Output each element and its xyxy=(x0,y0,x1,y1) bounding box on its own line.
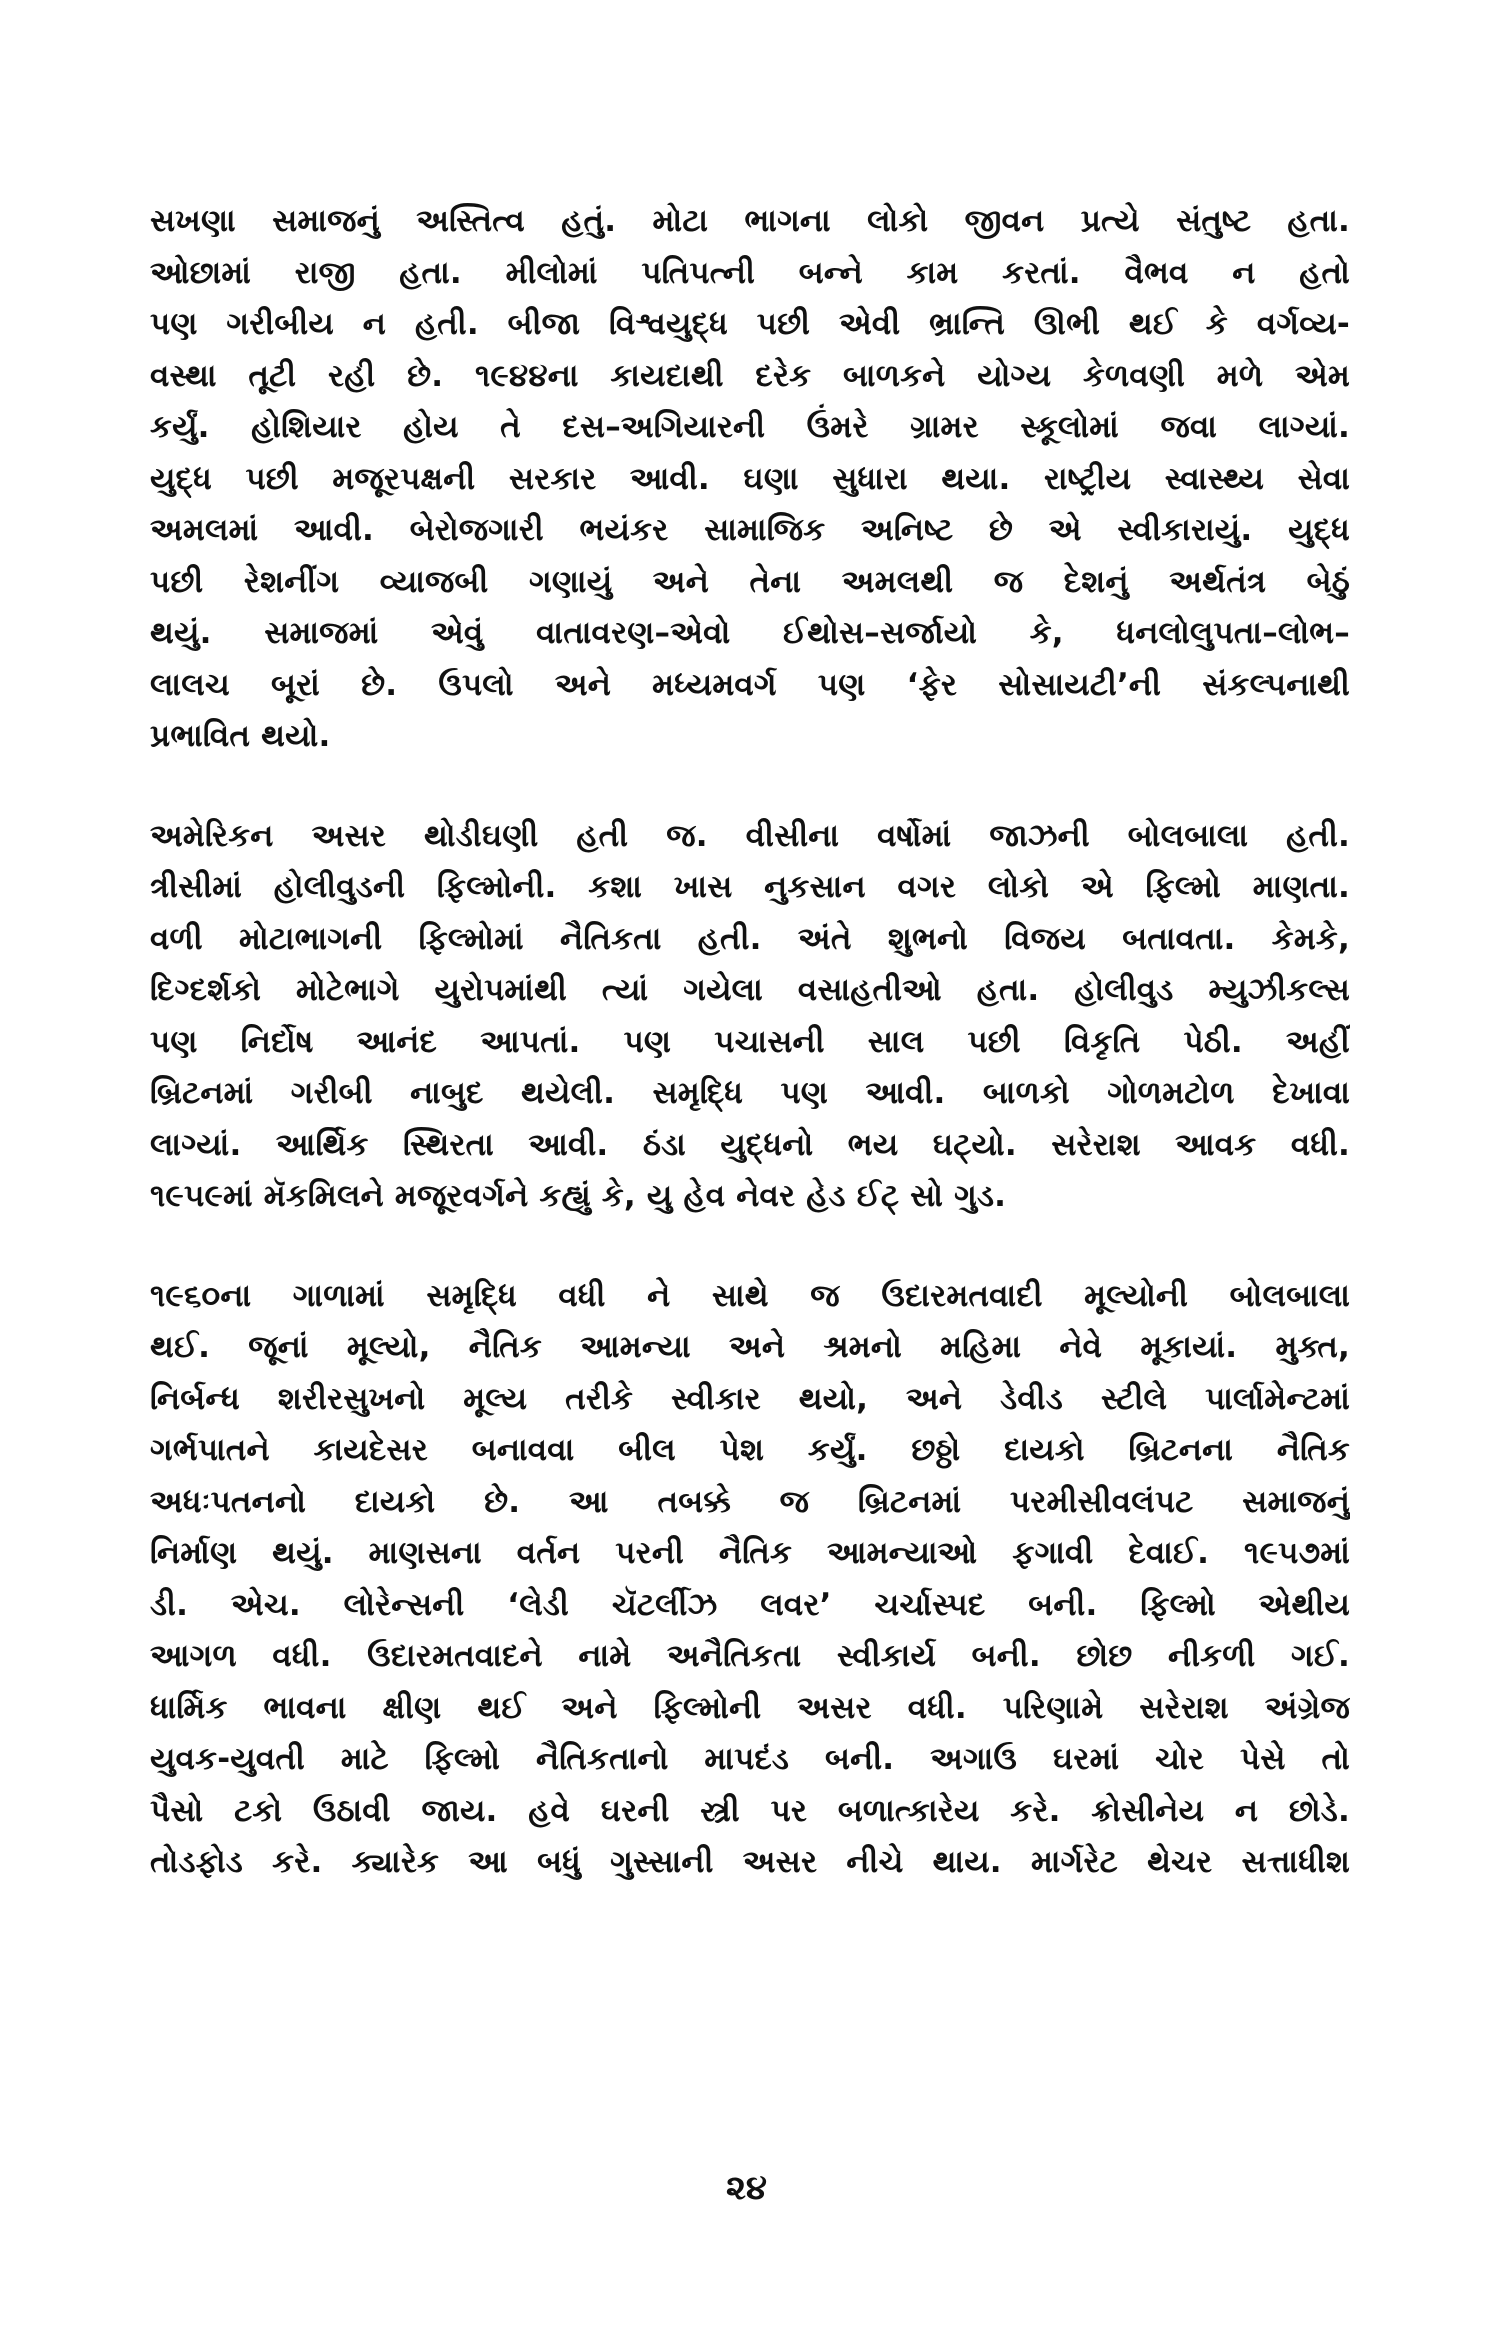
text-line: પણ ગરીબીય ન હતી. બીજા વિશ્વયુદ્ધ પછી એવી ભ્રાન્તિ ઊભી થઈ કે વર્ગવ્ય- xyxy=(150,306,1350,342)
text-line: તોડફોડ કરે. ક્યારેક આ બધું ગુસ્સાની અસર નીચે થાય. માર્ગરેટ થેચર સત્તાધીશ xyxy=(150,1844,1350,1880)
text-line: થયું. સમાજમાં એવું વાતાવરણ–એવો ઈથોસ–સર્જાયો કે, ધનલોલુપતા–લોભ– xyxy=(150,615,1350,651)
text-line: બ્રિટનમાં ગરીબી નાબુદ થયેલી. સમૃદ્ધિ પણ આવી. બાળકો ગોળમટોળ દેખાવા xyxy=(150,1075,1350,1111)
paragraph-1 xyxy=(150,196,1350,763)
text-line: લાગ્યાં. આર્થિક સ્થિરતા આવી. ઠંડા યુદ્ધનો ભય ઘટ્યો. સરેરાશ આવક વધી. xyxy=(150,1126,1350,1163)
text-line: દિગ્દર્શકો મોટેભાગે યુરોપમાંથી ત્યાં ગયેલા વસાહતીઓ હતા. હોલીવુડ મ્યુઝીકલ્સ xyxy=(150,972,1350,1008)
text-line: ત્રીસીમાં હોલીવુડની ફિલ્મોની. કશા ખાસ નુકસાન વગર લોકો એ ફિલ્મો માણતા. xyxy=(150,869,1350,905)
text-line: પૈસો ટકો ઉઠાવી જાય. હવે ઘરની સ્ત્રી પર બળાત્કારેય કરે. ક્રોસીનેય ન છોડે. xyxy=(150,1792,1350,1829)
text-line: પણ નિર્દોષ આનંદ આપતાં. પણ પચાસની સાલ પછી વિકૃતિ પેઠી. અહીં xyxy=(150,1023,1350,1060)
paragraph-3 xyxy=(150,1271,1350,1889)
text-line: યુવક-યુવતી માટે ફિલ્મો નૈતિકતાનો માપદંડ બની. અગાઉ ઘરમાં ચોર પેસે તો xyxy=(150,1741,1350,1777)
text-line: લાલચ બૂરાં છે. ઉપલો અને મધ્યમવર્ગ પણ ‘ફેર સોસાયટી’ની સંકલ્પનાથી xyxy=(150,666,1350,703)
text-line: ૧૯૫૯માં મૅકમિલને મજૂરવર્ગને કહ્યું કે, યુ હેવ નેવર હેડ ઈટ્ સો ગુડ. xyxy=(150,1178,1007,1214)
text-line: ૧૯૬૦ના ગાળામાં સમૃદ્ધિ વધી ને સાથે જ ઉદારમતવાદી મૂલ્યોની બોલબાલા xyxy=(150,1277,1350,1314)
text-line: નિર્માણ થયું. માણસના વર્તન પરની નૈતિક આમન્યાઓ ફગાવી દેવાઈ. ૧૯૫૭માં xyxy=(150,1535,1350,1571)
text-line: ઓછામાં રાજી હતા. મીલોમાં પતિપત્ની બન્ને કામ કરતાં. વૈભવ ન હતો xyxy=(150,254,1350,291)
text-line: ધાર્મિક ભાવના ક્ષીણ થઈ અને ફિલ્મોની અસર વધી. પરિણામે સરેરાશ અંગ્રેજ xyxy=(150,1689,1350,1726)
text-line: પ્રભાવિત થયો. xyxy=(150,718,331,754)
text-line: વસ્થા તૂટી રહી છે. ૧૯૪૪ના કાયદાથી દરેક બાળકને યોગ્ય કેળવણી મળે એમ xyxy=(150,357,1350,394)
text-line: થઈ. જૂનાં મૂલ્યો, નૈતિક આમન્યા અને શ્રમનો મહિમા નેવે મૂકાયાં. મુક્ત, xyxy=(150,1329,1350,1365)
text-line: કર્યું. હોશિયાર હોય તે દસ–અગિયારની ઉંમરે ગ્રામર સ્કૂલોમાં જવા લાગ્યાં. xyxy=(150,409,1350,445)
text-line: ગર્ભપાતને કાયદેસર બનાવવા બીલ પેશ કર્યું. છઠ્ઠો દાયકો બ્રિટનના નૈતિક xyxy=(150,1432,1350,1468)
text-line: અમલમાં આવી. બેરોજગારી ભયંકર સામાજિક અનિષ્ટ છે એ સ્વીકારાયું. યુદ્ધ xyxy=(150,512,1350,548)
page-number: ૨૪ xyxy=(725,2168,768,2208)
text-line: યુદ્ધ પછી મજૂરપક્ષની સરકાર આવી. ઘણા સુધારા થયા. રાષ્ટ્રીય સ્વાસ્થ્ય સેવા xyxy=(150,460,1350,497)
text-line: પછી રેશનીંગ વ્યાજબી ગણાયું અને તેના અમલથી જ દેશનું અર્થતંત્ર બેઠું xyxy=(150,563,1350,600)
paragraph-2 xyxy=(150,811,1350,1223)
text-line: વળી મોટાભાગની ફિલ્મોમાં નૈતિકતા હતી. અંતે શુભનો વિજય બતાવતા. કેમકે, xyxy=(150,920,1350,957)
text-line: અમેરિકન અસર થોડીઘણી હતી જ. વીસીના વર્ષોમાં જાઝની બોલબાલા હતી. xyxy=(150,817,1350,854)
page-body xyxy=(150,196,1350,1889)
text-line: આગળ વધી. ઉદારમતવાદને નામે અનૈતિકતા સ્વીકાર્ય બની. છોછ નીકળી ગઈ. xyxy=(150,1638,1350,1674)
text-line: અધઃપતનનો દાયકો છે. આ તબક્કે જ બ્રિટનમાં પરમીસીવલંપટ સમાજનું xyxy=(150,1483,1350,1520)
text-line: ડી. એચ. લોરેન્સની ‘લેડી ચૅટર્લીઝ લવર’ ચર્ચાસ્પદ બની. ફિલ્મો એથીય xyxy=(150,1586,1350,1623)
text-line: સખણા સમાજનું અસ્તિત્વ હતું. મોટા ભાગના લોકો જીવન પ્રત્યે સંતુષ્ટ હતા. xyxy=(150,203,1350,239)
text-line: નિર્બન્ધ શરીરસુખનો મૂલ્ય તરીકે સ્વીકાર થયો, અને ડેવીડ સ્ટીલે પાર્લામેન્ટમાં xyxy=(150,1380,1350,1417)
